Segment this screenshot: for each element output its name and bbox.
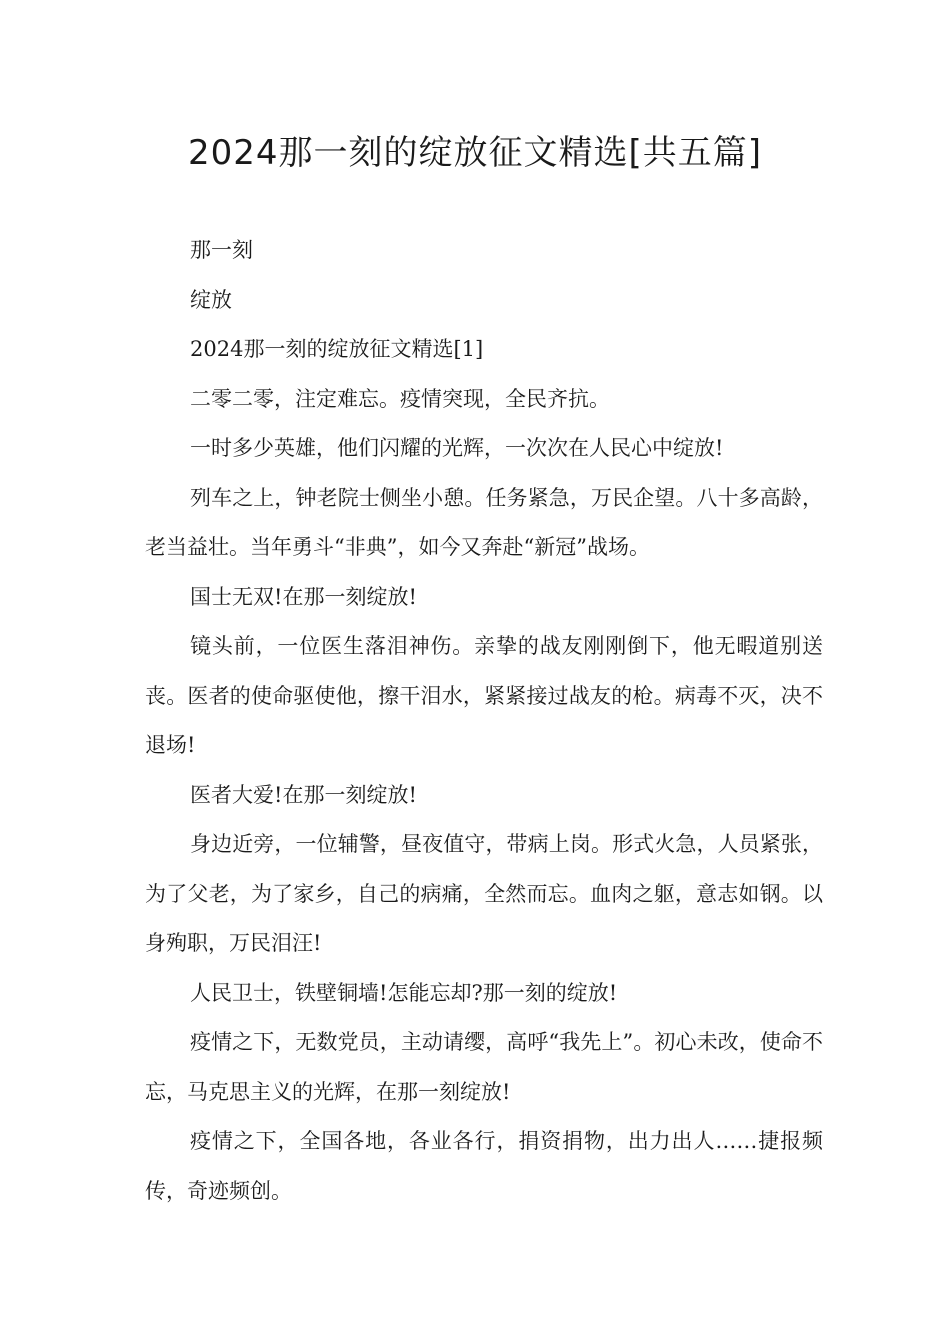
- paragraph: 一时多少英雄，他们闪耀的光辉，一次次在人民心中绽放!: [190, 436, 724, 460]
- paragraph: 医者大爱!在那一刻绽放!: [190, 782, 417, 807]
- document-body: [145, 226, 823, 1216]
- paragraph: 那一刻: [190, 238, 253, 262]
- paragraph: 列车之上，钟老院士侧坐小憩。任务紧急，万民企望。八十多高龄，老当益壮。当年勇斗“非典”，如今又奔赴“新冠”战场。: [145, 485, 823, 559]
- paragraph: 疫情之下，全国各地，各业各行，捐资捐物，出力出人……捷报频传，奇迹频创。: [145, 1129, 823, 1203]
- paragraph: 镜头前，一位医生落泪神伤。亲挚的战友刚刚倒下，他无暇道别送丧。医者的使命驱使他，擦干泪水，紧紧接过战友的枪。病毒不灭，决不退场!: [145, 634, 823, 757]
- paragraph: 二零二零，注定难忘。疫情突现，全民齐抗。: [190, 386, 610, 411]
- document-title: 2024那一刻的绽放征文精选[共五篇]: [187, 133, 763, 173]
- paragraph: 国士无双!在那一刻绽放!: [190, 584, 417, 609]
- paragraph: 人民卫士，铁壁铜墙!怎能忘却?那一刻的绽放!: [190, 980, 618, 1005]
- paragraph: 绽放: [190, 287, 232, 312]
- paragraph: 2024那一刻的绽放征文精选[1]: [190, 337, 484, 361]
- paragraph: 疫情之下，无数党员，主动请缨，高呼“我先上”。初心未改，使命不忘，马克思主义的光辉，在那一刻绽放!: [145, 1030, 823, 1104]
- paragraph: 身边近旁，一位辅警，昼夜值守，带病上岗。形式火急，人员紧张，为了父老，为了家乡，自己的病痛，全然而忘。血肉之躯，意志如钢。以身殉职，万民泪汪!: [145, 832, 823, 955]
